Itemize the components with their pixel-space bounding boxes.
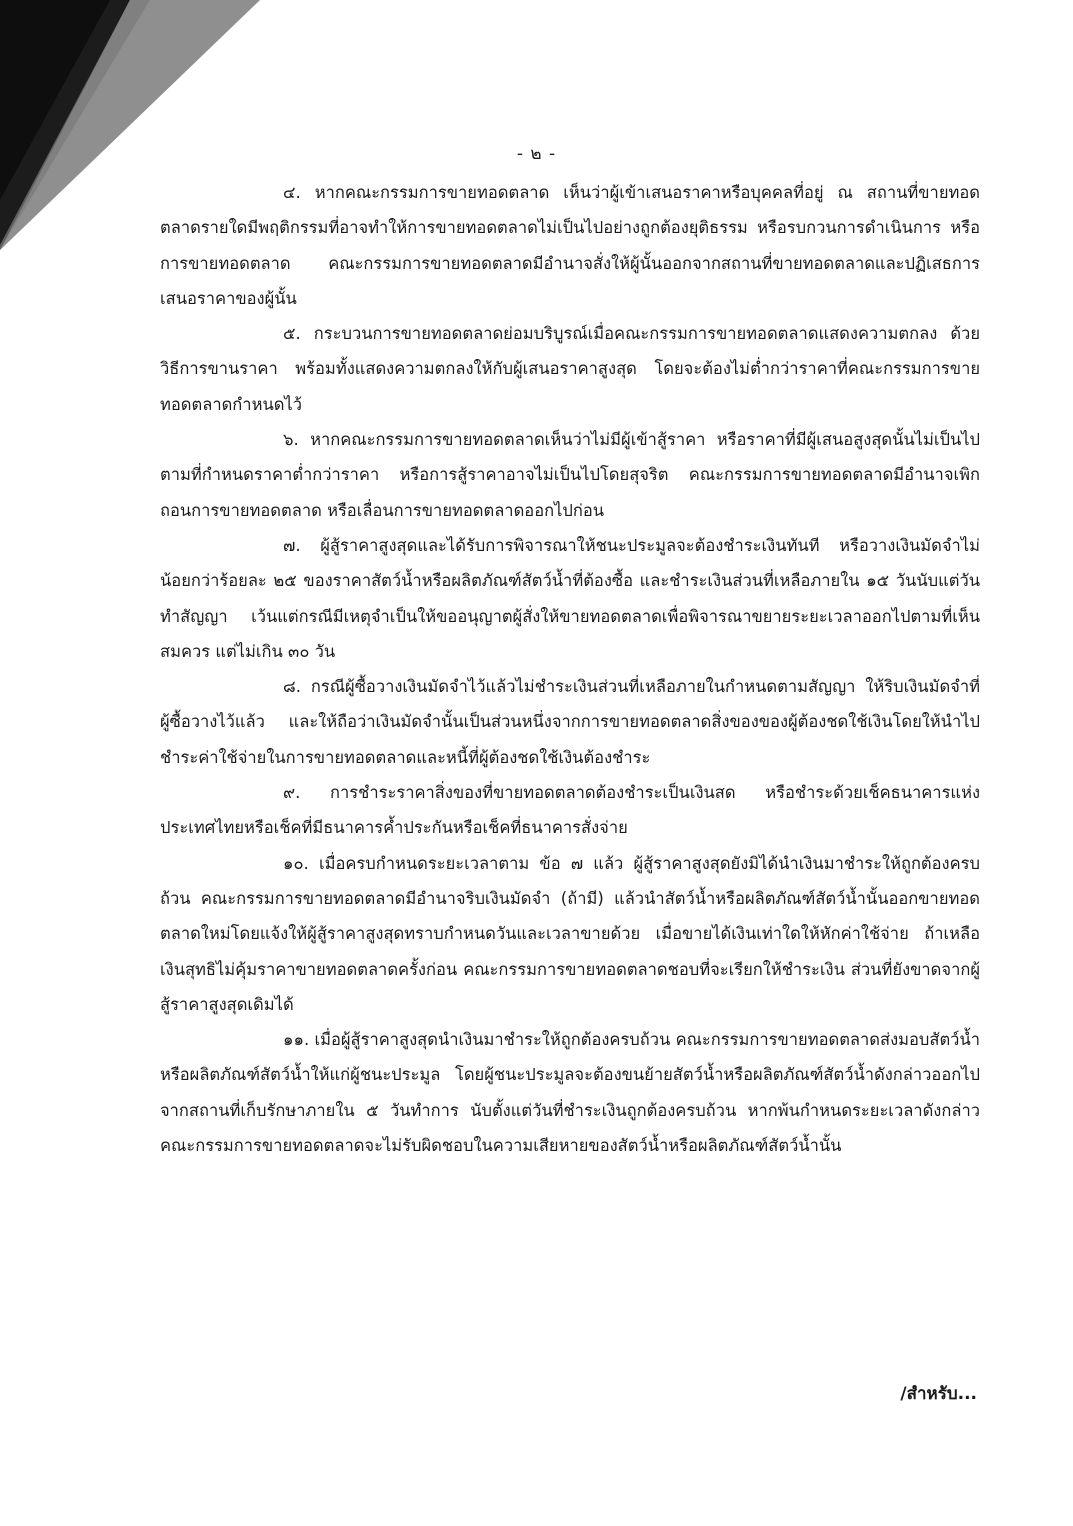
paragraph-clause-7: ๗. ผู้สู้ราคาสูงสุดและได้รับการพิจารณาให้ชนะประมูลจะต้องชำระเงินทันที หรือวางเงินมัดจำไม่น้อยกว่าร้อยละ ๒๕ ของราคาสัตว์น้ำหรือผลิตภัณฑ์สัตว์น้ำที่ต้องซื้อ และชำระเงินส่วนที่เหลือภายใน ๑๕ วันนับแต่วันทำสัญญา เว้นแต่กรณีมีเหตุจำเป็นให้ขออนุญาตผู้สั่งให้ขายทอดตลาดเพื่อพิจารณาขยายระยะเวลาออกไปตามที่เห็นสมควร แต่ไม่เกิน ๓๐ วัน (160, 535, 980, 661)
paragraph-clause-4: ๔. หากคณะกรรมการขายทอดตลาด เห็นว่าผู้เข้าเสนอราคาหรือบุคคลที่อยู่ ณ สถานที่ขายทอดตลาดรายใดมีพฤติกรรมที่อาจทำให้การขายทอดตลาดไม่เป็นไปอย่างถูกต้องยุติธรรม หรือรบกวนการดำเนินการ หรือการขายทอดตลาด คณะกรรมการขายทอดตลาดมีอำนาจสั่งให้ผู้นั้นออกจากสถานที่ขายทอดตลาดและปฏิเสธการเสนอราคาของผู้นั้น (160, 183, 980, 308)
document-body (160, 175, 980, 1163)
paragraph-clause-9: ๙. การชำระราคาสิ่งของที่ขายทอดตลาดต้องชำระเป็นเงินสด หรือชำระด้วยเช็คธนาคารแห่งประเทศไทยหรือเช็คที่มีธนาคารค้ำประกันหรือเช็คที่ธนาคารสั่งจ่าย (160, 783, 980, 838)
paragraph-clause-6: ๖. หากคณะกรรมการขายทอดตลาดเห็นว่าไม่มีผู้เข้าสู้ราคา หรือราคาที่มีผู้เสนอสูงสุดนั้นไม่เป็นไปตามที่กำหนดราคาต่ำกว่าราคา หรือการสู้ราคาอาจไม่เป็นไปโดยสุจริต คณะกรรมการขายทอดตลาดมีอำนาจเพิกถอนการขายทอดตลาด หรือเลื่อนการขายทอดตลาดออกไปก่อน (160, 430, 980, 520)
continuation-marker: /สำหรับ... (900, 1384, 977, 1404)
paragraph-clause-5: ๕. กระบวนการขายทอดตลาดย่อมบริบูรณ์เมื่อคณะกรรมการขายทอดตลาดแสดงความตกลง ด้วยวิธีการขานราคา พร้อมทั้งแสดงความตกลงให้กับผู้เสนอราคาสูงสุด โดยจะต้องไม่ต่ำกว่าราคาที่คณะกรรมการขายทอดตลาดกำหนดไว้ (160, 324, 980, 414)
page-number: - ๒ - (516, 144, 557, 164)
paragraph-clause-8: ๘. กรณีผู้ซื้อวางเงินมัดจำไว้แล้วไม่ชำระเงินส่วนที่เหลือภายในกำหนดตามสัญญา ให้ริบเงินมัดจำที่ผู้ซื้อวางไว้แล้ว และให้ถือว่าเงินมัดจำนั้นเป็นส่วนหนึ่งจากการขายทอดตลาดสิ่งของของผู้ต้องชดใช้เงินโดยให้นำไปชำระค่าใช้จ่ายในการขายทอดตลาดและหนี้ที่ผู้ต้องชดใช้เงินต้องชำระ (160, 677, 980, 767)
paragraph-clause-11: ๑๑. เมื่อผู้สู้ราคาสูงสุดนำเงินมาชำระให้ถูกต้องครบถ้วน คณะกรรมการขายทอดตลาดส่งมอบสัตว์น้ำหรือผลิตภัณฑ์สัตว์น้ำให้แก่ผู้ชนะประมูล โดยผู้ชนะประมูลจะต้องขนย้ายสัตว์น้ำหรือผลิตภัณฑ์สัตว์น้ำดังกล่าวออกไปจากสถานที่เก็บรักษาภายใน ๕ วันทำการ นับตั้งแต่วันที่ชำระเงินถูกต้องครบถ้วน หากพ้นกำหนดระยะเวลาดังกล่าว คณะกรรมการขายทอดตลาดจะไม่รับผิดชอบในความเสียหายของสัตว์น้ำหรือผลิตภัณฑ์สัตว์น้ำนั้น (160, 1030, 980, 1156)
paragraph-clause-10: ๑๐. เมื่อครบกำหนดระยะเวลาตาม ข้อ ๗ แล้ว ผู้สู้ราคาสูงสุดยังมิได้นำเงินมาชำระให้ถูกต้องครบถ้วน คณะกรรมการขายทอดตลาดมีอำนาจริบเงินมัดจำ (ถ้ามี) แล้วนำสัตว์น้ำหรือผลิตภัณฑ์สัตว์น้ำนั้นออกขายทอดตลาดใหม่โดยแจ้งให้ผู้สู้ราคาสูงสุดทราบกำหนดวันและเวลาขายด้วย เมื่อขายได้เงินเท่าใดให้หักค่าใช้จ่าย ถ้าเหลือเงินสุทธิไม่คุ้มราคาขายทอดตลาดครั้งก่อน คณะกรรมการขายทอดตลาดชอบที่จะเรียกให้ชำระเงิน ส่วนที่ยังขาดจากผู้สู้ราคาสูงสุดเดิมได้ (160, 853, 980, 1014)
